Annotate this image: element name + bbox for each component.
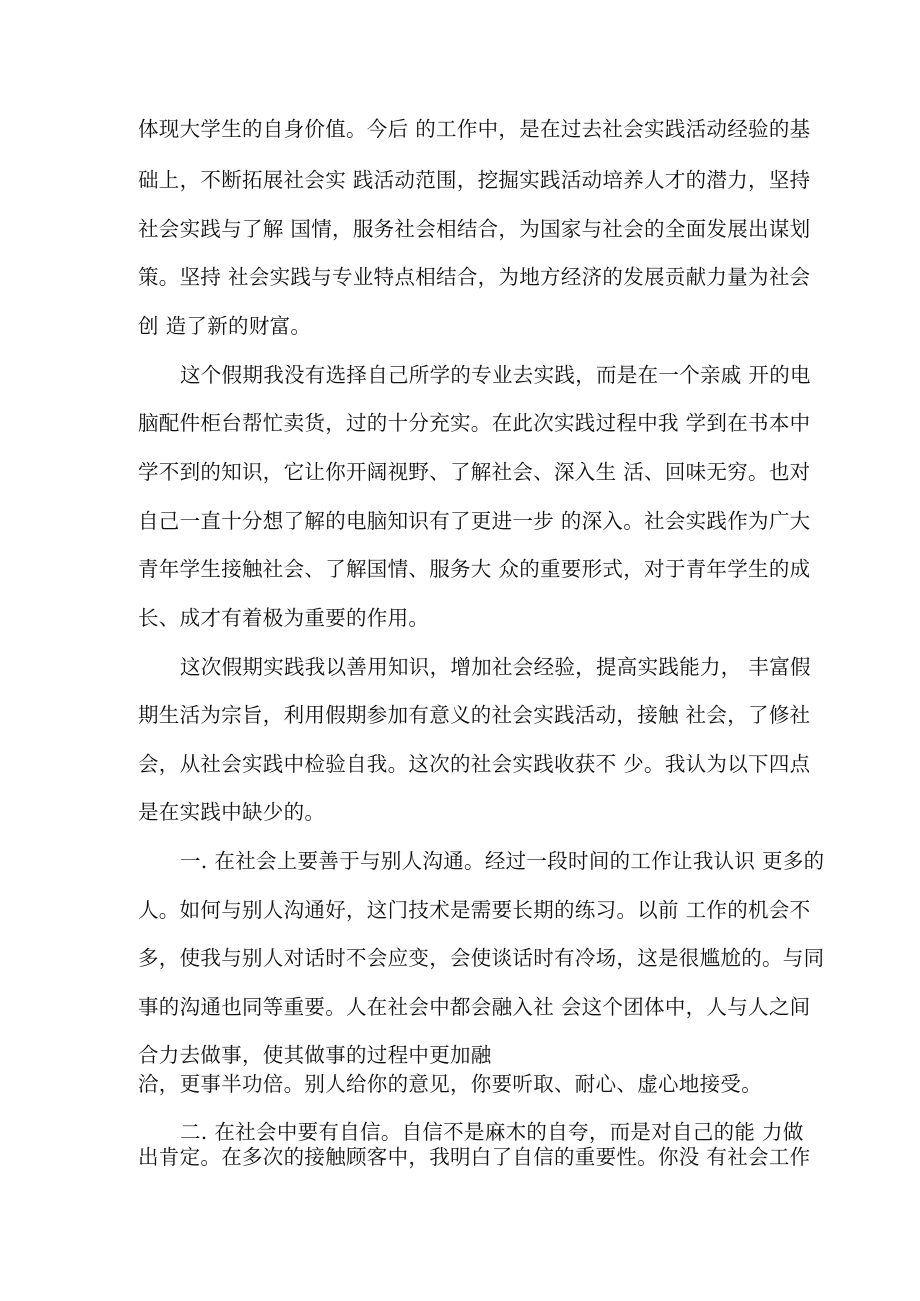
text-line: 洽，更事半功倍。别人给你的意见，你要听取、耐心、虚心地接受。: [138, 1072, 762, 1096]
text-line: 体现大学生的自身价值。今后 的工作中，是在过去社会实践活动经验的基: [138, 117, 811, 141]
text-line: 出肯定。在多次的接触顾客中，我明白了自信的重要性。你没 有社会工作: [138, 1145, 811, 1169]
text-line: 二. 在社会中要有自信。自信不是麻木的自夸，而是对自己的能 力做: [180, 1120, 804, 1144]
text-line: 青年学生接触社会、了解国情、服务大 众的重要形式，对于青年学生的成: [138, 557, 811, 581]
text-line: 社会实践与了解 国情，服务社会相结合，为国家与社会的全面发展出谋划: [138, 217, 811, 241]
text-line: 合力去做事，使其做事的过程中更加融: [138, 1043, 492, 1067]
text-line: 础上，不断拓展社会实 践活动范围，挖掘实践活动培养人才的潜力，坚持: [138, 168, 811, 192]
text-line: 事的沟通也同等重要。人在社会中都会融入社 会这个团体中，人与人之间: [138, 995, 811, 1019]
text-line: 一. 在社会上要善于与别人沟通。经过一段时间的工作让我认识 更多的: [180, 849, 825, 873]
text-line: 多，使我与别人对话时不会应变，会使谈话时有冷场，这是很尴尬的。与同: [138, 946, 825, 970]
text-line: 自己一直十分想了解的电脑知识有了更进一步 的深入。社会实践作为广大: [138, 509, 811, 533]
text-line: 策。坚持 社会实践与专业特点相结合，为地方经济的发展贡献力量为社会: [138, 265, 811, 289]
text-line: 人。如何与别人沟通好，这门技术是需要长期的练习。以前 工作的机会不: [138, 898, 811, 922]
text-line: 是在实践中缺少的。: [138, 800, 326, 824]
text-line: 学不到的知识，它让你开阔视野、了解社会、深入生 活、回味无穷。也对: [138, 460, 811, 484]
text-line: 期生活为宗旨，利用假期参加有意义的社会实践活动，接触 社会，了修社: [138, 703, 811, 727]
text-line: 创 造了新的财富。: [138, 314, 312, 338]
text-line: 会，从社会实践中检验自我。这次的社会实践收获不 少。我认为以下四点: [138, 752, 811, 776]
text-line: 长、成才有着极为重要的作用。: [138, 606, 430, 630]
text-line: 这次假期实践我以善用知识，增加社会经验，提高实践能力， 丰富假: [180, 655, 811, 679]
text-line: 这个假期我没有选择自己所学的专业去实践，而是在一个亲戚 开的电: [180, 363, 811, 387]
text-line: 脑配件柜台帮忙卖货，过的十分充实。在此次实践过程中我 学到在书本中: [138, 411, 811, 435]
